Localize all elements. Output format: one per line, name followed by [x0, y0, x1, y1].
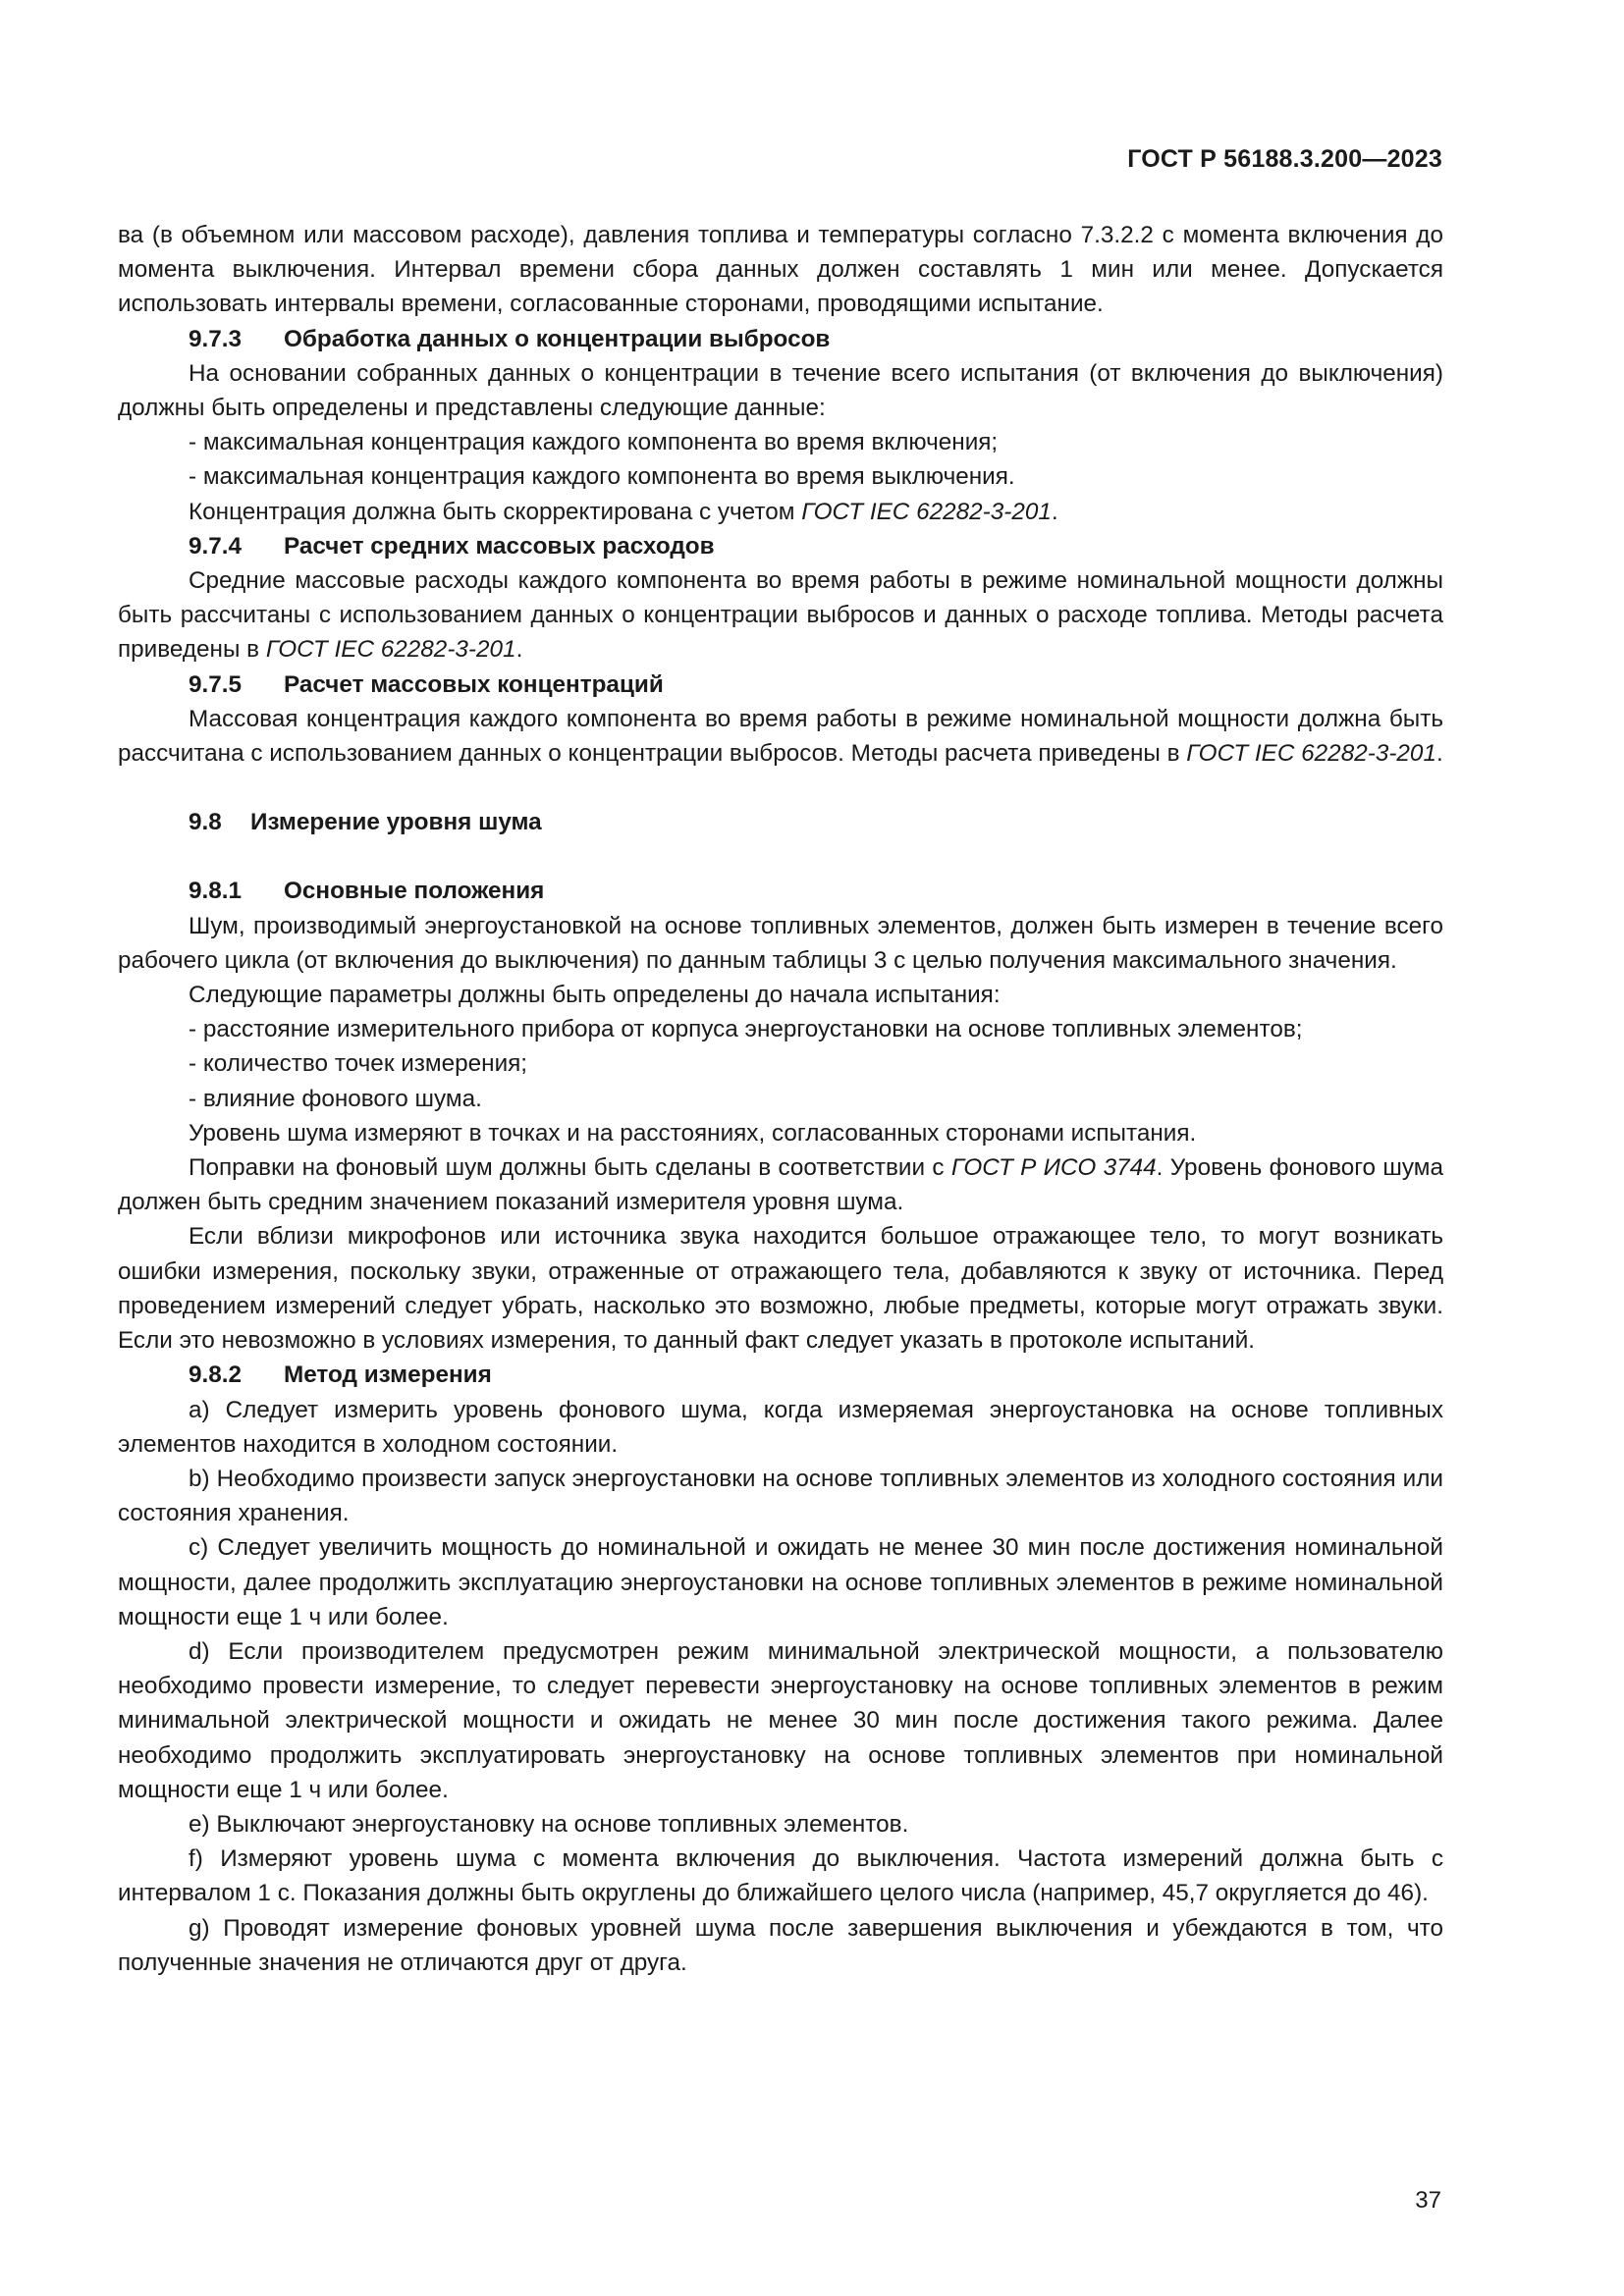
standard-reference: ГОСТ Р ИСО 3744: [950, 1154, 1157, 1182]
list-item: b) Необходимо произвести запуск энергоустановки на основе топливных элементов из холодного состояния или состояния хранения.: [118, 1465, 1443, 1527]
page-number: 37: [1415, 2187, 1441, 2214]
paragraph: [118, 1150, 1443, 1219]
section-heading: [118, 529, 1443, 563]
section-title: Обработка данных о концентрации выбросов: [284, 325, 831, 352]
paragraph: [118, 495, 1443, 529]
list-item: d) Если производителем предусмотрен режим минимальной электрической мощности, а пользователю необходимо провести измерение, то следует перевести энергоустановку на основе топливных элементов в режим минимальной электрической мощности и ожидать не менее 30 мин после достижения такого режима. Далее необходимо продолжить эксплуатировать энергоустановку на основе топливных элементов при номинальной мощности еще 1 ч или более.: [118, 1637, 1443, 1803]
section-heading: [118, 874, 1443, 908]
paragraph-tail: .: [1435, 740, 1443, 768]
list-item: - количество точек измерения;: [189, 1050, 528, 1078]
paragraph-tail: .: [1051, 498, 1058, 525]
section-title: Измерение уровня шума: [250, 809, 542, 836]
section-number: 9.8: [189, 809, 222, 836]
section-heading: [118, 322, 1443, 356]
section-number: 9.7.4: [189, 532, 243, 560]
standard-reference: ГОСТ IEC 62282-3-201: [801, 498, 1052, 525]
document-body: [118, 218, 1443, 1980]
standard-reference: ГОСТ IEC 62282-3-201: [1186, 740, 1436, 768]
paragraph: Если вблизи микрофонов или источника звука находится большое отражающее тело, то могут возникать ошибки измерения, поскольку звуки, отраженные от отражающего тела, добавляются к звуку от источника. Перед проведением измерений следует убрать, насколько это возможно, любые предметы, которые могут отражать звуки. Если это невозможно в условиях измерения, то данный факт следует указать в протоколе испытаний.: [118, 1223, 1443, 1355]
paragraph-text: Поправки на фоновый шум должны быть сделаны в соответствии с: [189, 1154, 945, 1182]
section-heading: [118, 667, 1443, 702]
document-header: ГОСТ Р 56188.3.200—2023: [1127, 145, 1442, 173]
paragraph: Следующие параметры должны быть определены до начала испытания:: [189, 982, 1001, 1009]
paragraph: Уровень шума измеряют в точках и на расстояниях, согласованных сторонами испытания.: [189, 1119, 1197, 1147]
list-item: - максимальная концентрация каждого компонента во время включения;: [189, 429, 999, 456]
list-item: - максимальная концентрация каждого компонента во время выключения.: [189, 463, 1015, 491]
list-item: g) Проводят измерение фоновых уровней шума после завершения выключения и убеждаются в том, что полученные значения не отличаются друг от друга.: [118, 1914, 1443, 1976]
paragraph-tail: . Уровень фонового шума должен быть средним значением показаний измерителя уровня шума.: [118, 1154, 1443, 1216]
section-heading: [118, 1358, 1443, 1392]
list-item: e) Выключают энергоустановку на основе топливных элементов.: [189, 1810, 909, 1838]
standard-reference: ГОСТ IEC 62282-3-201: [265, 636, 516, 664]
list-item: f) Измеряют уровень шума с момента включения до выключения. Частота измерений должна быть с интервалом 1 с. Показания должны быть округлены до ближайшего целого числа (например, 45,7 округляется до 46).: [118, 1845, 1443, 1907]
paragraph: [118, 563, 1443, 667]
section-title: Метод измерения: [284, 1362, 492, 1389]
section-number: 9.8.2: [189, 1362, 243, 1389]
section-number: 9.7.5: [189, 670, 243, 698]
paragraph: Шум, производимый энергоустановкой на основе топливных элементов, должен быть измерен в течение всего рабочего цикла (от включения до выключения) по данным таблицы 3 с целью получения максимального значения.: [118, 912, 1443, 974]
paragraph-text: Концентрация должна быть скорректирована с учетом: [189, 498, 795, 525]
list-item: а) Следует измерить уровень фонового шума, когда измеряемая энергоустановка на основе топливных элементов находится в холодном состоянии.: [118, 1396, 1443, 1458]
section-title: Расчет средних массовых расходов: [284, 532, 715, 560]
paragraph: На основании собранных данных о концентрации в течение всего испытания (от включения до выключения) должны быть определены и представлены следующие данные:: [118, 359, 1443, 422]
section-title: Основные положения: [284, 878, 545, 905]
section-number: 9.8.1: [189, 878, 243, 905]
section-number: 9.7.3: [189, 325, 243, 352]
section-heading: [118, 805, 1443, 839]
paragraph: [118, 702, 1443, 771]
paragraph-text: Средние массовые расходы каждого компонента во время работы в режиме номинальной мощности должны быть рассчитаны с использованием данных о концентрации выбросов и данных о расходе топлива. Методы расчета приведены в: [118, 567, 1443, 664]
list-item: - влияние фонового шума.: [189, 1085, 482, 1112]
list-item: c) Следует увеличить мощность до номинальной и ожидать не менее 30 мин после достижения номинальной мощности, далее продолжить эксплуатацию энергоустановки на основе топливных элементов в режиме номинальной мощности еще 1 ч или более.: [118, 1534, 1443, 1630]
list-item: - расстояние измерительного прибора от корпуса энергоустановки на основе топливных элементов;: [189, 1016, 1303, 1043]
paragraph-text: Массовая концентрация каждого компонента во время работы в режиме номинальной мощности должна быть рассчитана с использованием данных о концентрации выбросов. Методы расчета приведены в: [118, 705, 1443, 768]
paragraph-tail: .: [515, 636, 523, 664]
section-title: Расчет массовых концентраций: [284, 670, 664, 698]
paragraph: ва (в объемном или массовом расходе), давления топлива и температуры согласно 7.3.2.2 с момента включения до момента выключения. Интервал времени сбора данных должен составлять 1 мин или менее. Допускается использовать интервалы времени, согласованные сторонами, проводящими испытание.: [118, 222, 1443, 318]
